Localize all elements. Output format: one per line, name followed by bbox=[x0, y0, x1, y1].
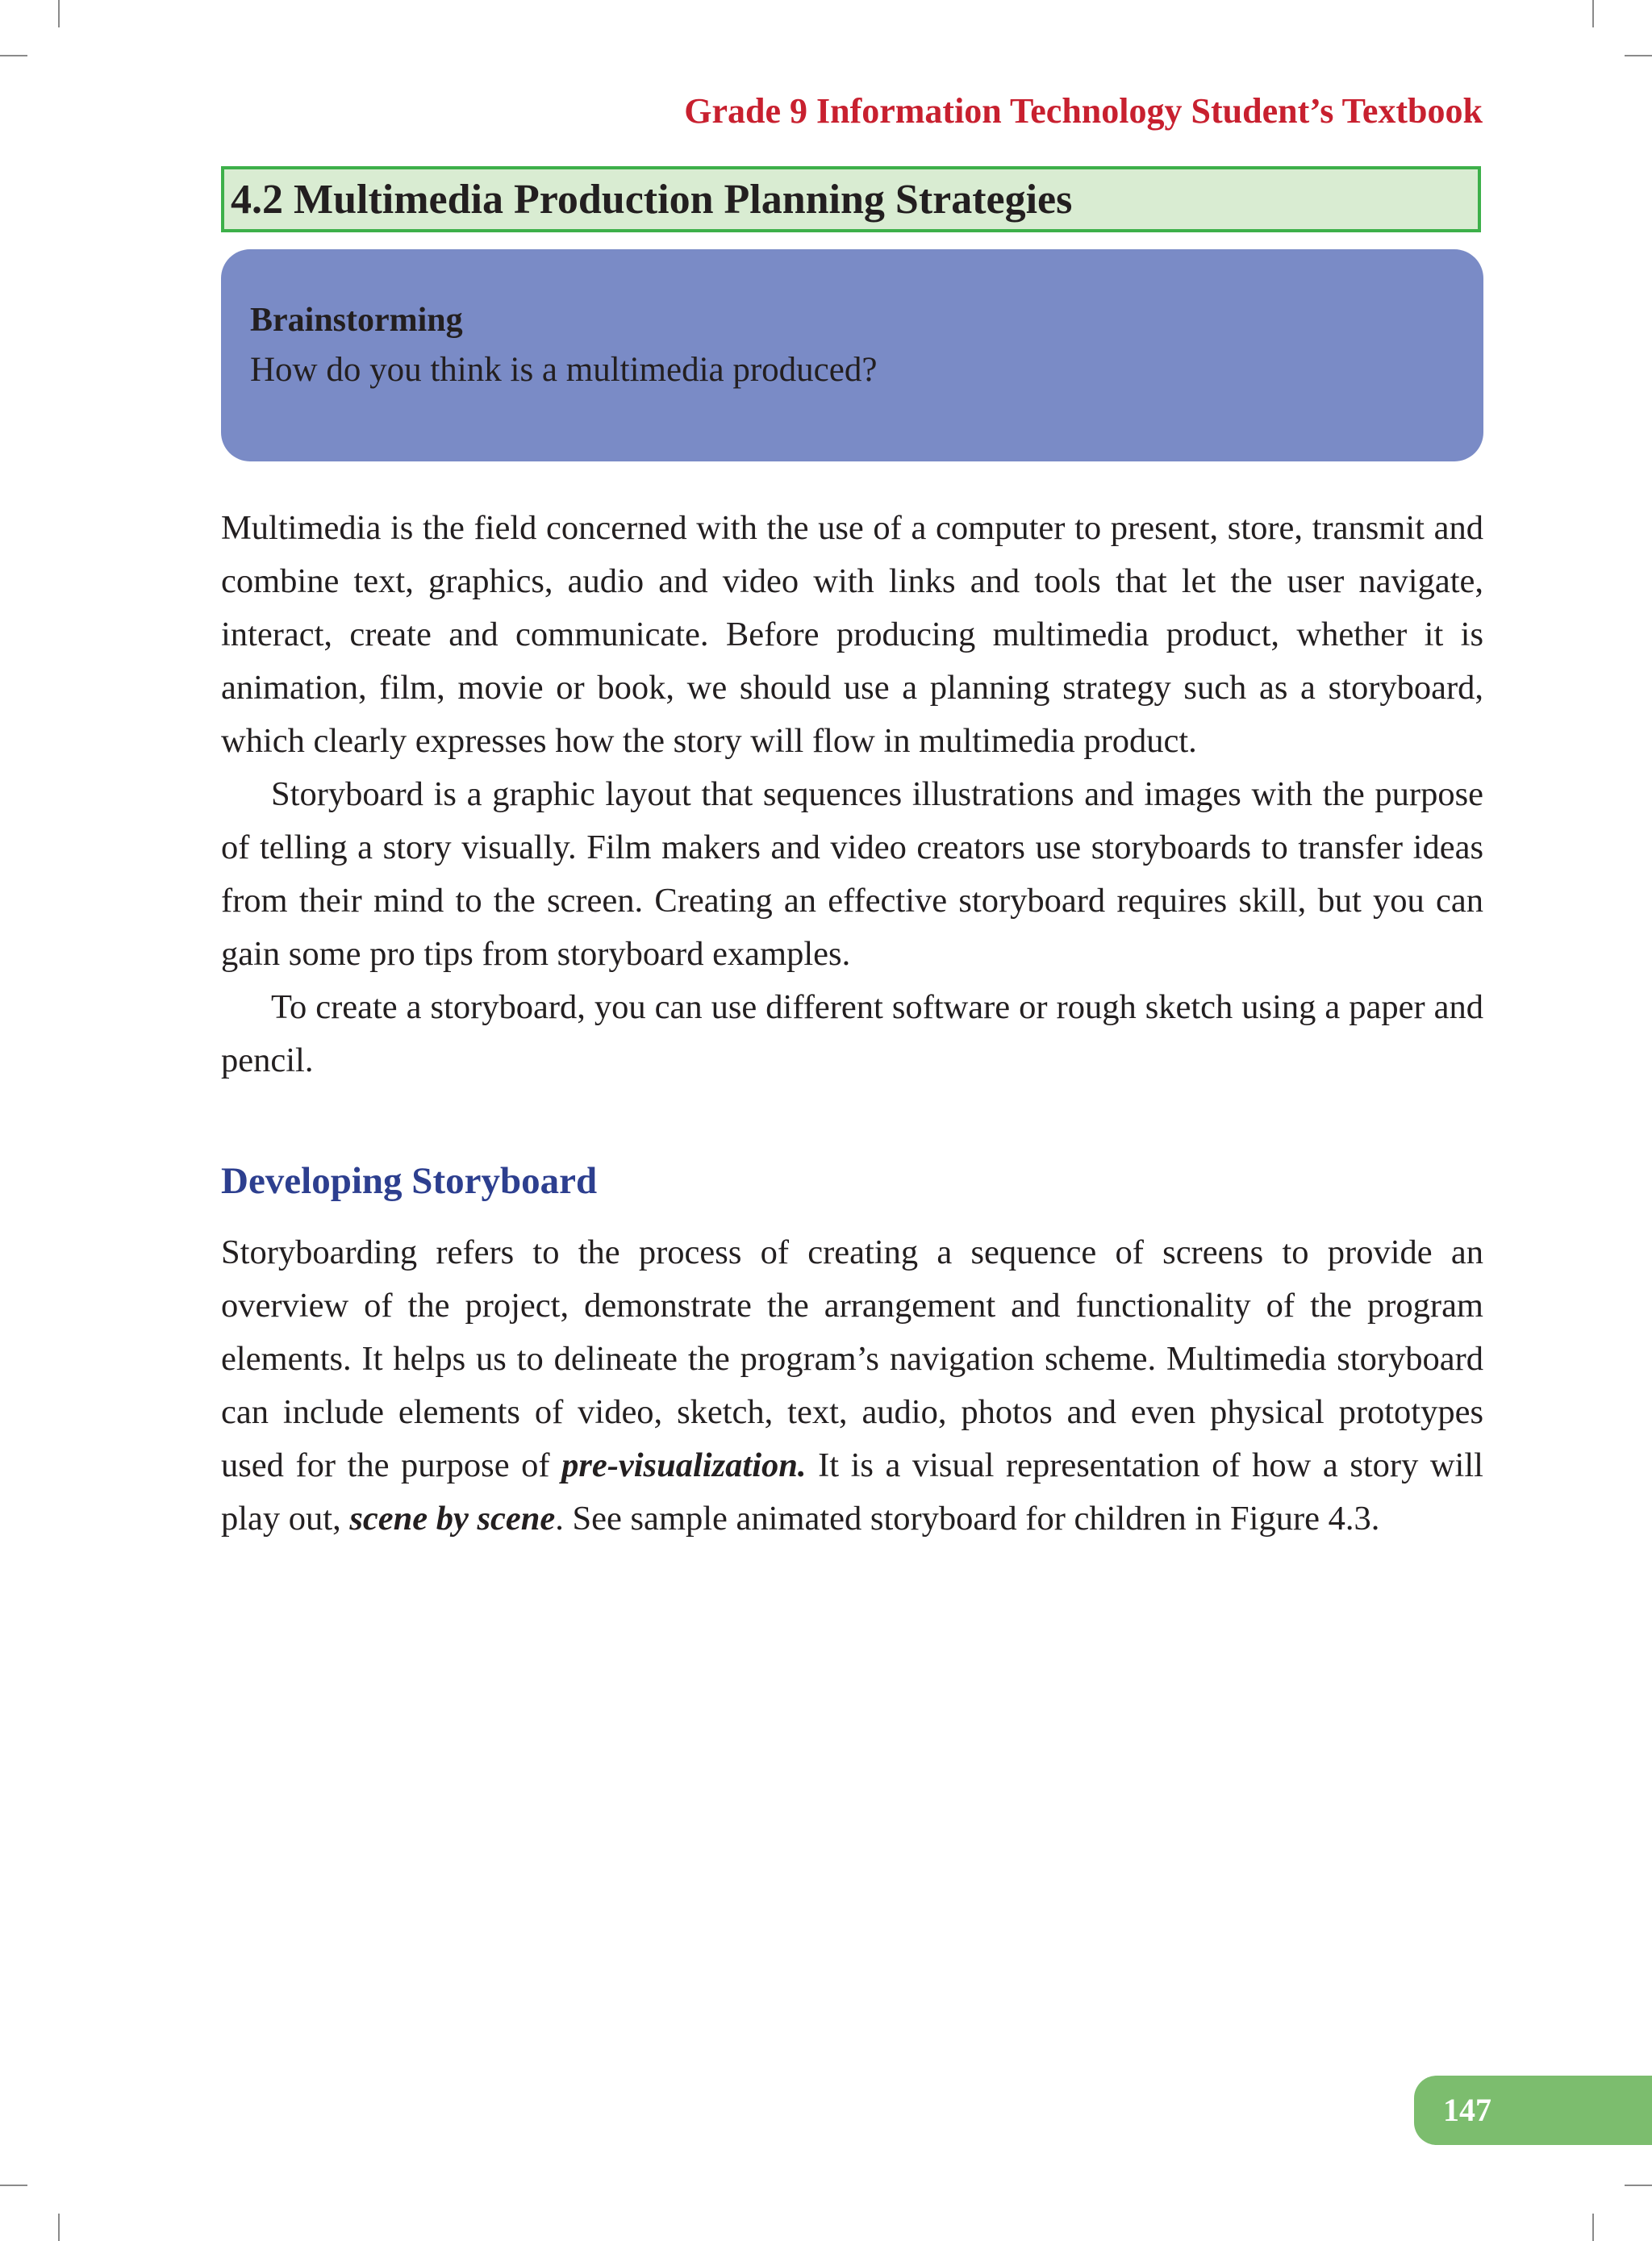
page-number-tab: 147 bbox=[1414, 2076, 1652, 2145]
developing-text-part-3: . See sample animated storyboard for children in Figure 4.3. bbox=[555, 1500, 1380, 1538]
crop-mark-top-right bbox=[1592, 0, 1594, 27]
developing-paragraph bbox=[221, 1226, 1483, 1546]
section-heading: 4.2 Multimedia Production Planning Strategies bbox=[221, 166, 1481, 232]
crop-mark-top-left bbox=[58, 0, 60, 27]
developing-text-part-1: Storyboarding refers to the process of creating a sequence of screens to provide an overview of the project, demonstrate the arrangement and functionality of the program elements. It helps us to delineate the program’s navigation scheme. Multimedia storyboard can include elements of video, sketch, text, audio, photos and even physical prototypes used for the purpose of bbox=[221, 1233, 1483, 1484]
emphasis-scene-by-scene: scene by scene bbox=[349, 1500, 556, 1538]
crop-mark-bottom-right bbox=[1592, 2214, 1594, 2241]
crop-mark-bottom-left-h bbox=[0, 2185, 27, 2186]
brainstorm-title: Brainstorming bbox=[250, 302, 463, 339]
intro-paragraph-3: To create a storyboard, you can use different software or rough sketch using a paper and pencil. bbox=[221, 988, 1483, 1079]
developing-text bbox=[221, 1226, 1483, 1546]
crop-mark-top-right-h bbox=[1625, 55, 1652, 56]
developing-storyboard-heading: Developing Storyboard bbox=[221, 1160, 598, 1202]
brainstorm-box bbox=[221, 249, 1483, 461]
brainstorm-question: How do you think is a multimedia produced? bbox=[250, 351, 878, 389]
crop-mark-bottom-right-h bbox=[1625, 2185, 1652, 2186]
developing-text-part-2: It is a visual representation of how a story will play out, bbox=[221, 1446, 1483, 1538]
intro-paragraph-1: Multimedia is the field concerned with the use of a computer to present, store, transmit and combine text, graphics, audio and video with links and tools that let the user navigate, interact, create and communicate. Before producing multimedia product, whether it is animation, film, movie or book, we should use a planning strategy such as a storyboard, which clearly expresses how the story will flow in multimedia product. bbox=[221, 509, 1483, 760]
crop-mark-bottom-left bbox=[58, 2214, 60, 2241]
intro-text bbox=[221, 502, 1483, 1087]
emphasis-pre-visualization: pre-visualization. bbox=[561, 1446, 807, 1484]
intro-paragraph-2: Storyboard is a graphic layout that sequences illustrations and images with the purpose of telling a story visually. Film makers and video creators use storyboards to transfer ideas from their mind to the screen. Creating an effective storyboard requires skill, but you can gain some pro tips from storyboard examples. bbox=[221, 775, 1483, 973]
running-head: Grade 9 Information Technology Student’s Textbook bbox=[684, 91, 1483, 131]
crop-mark-top-left-h bbox=[0, 55, 27, 56]
